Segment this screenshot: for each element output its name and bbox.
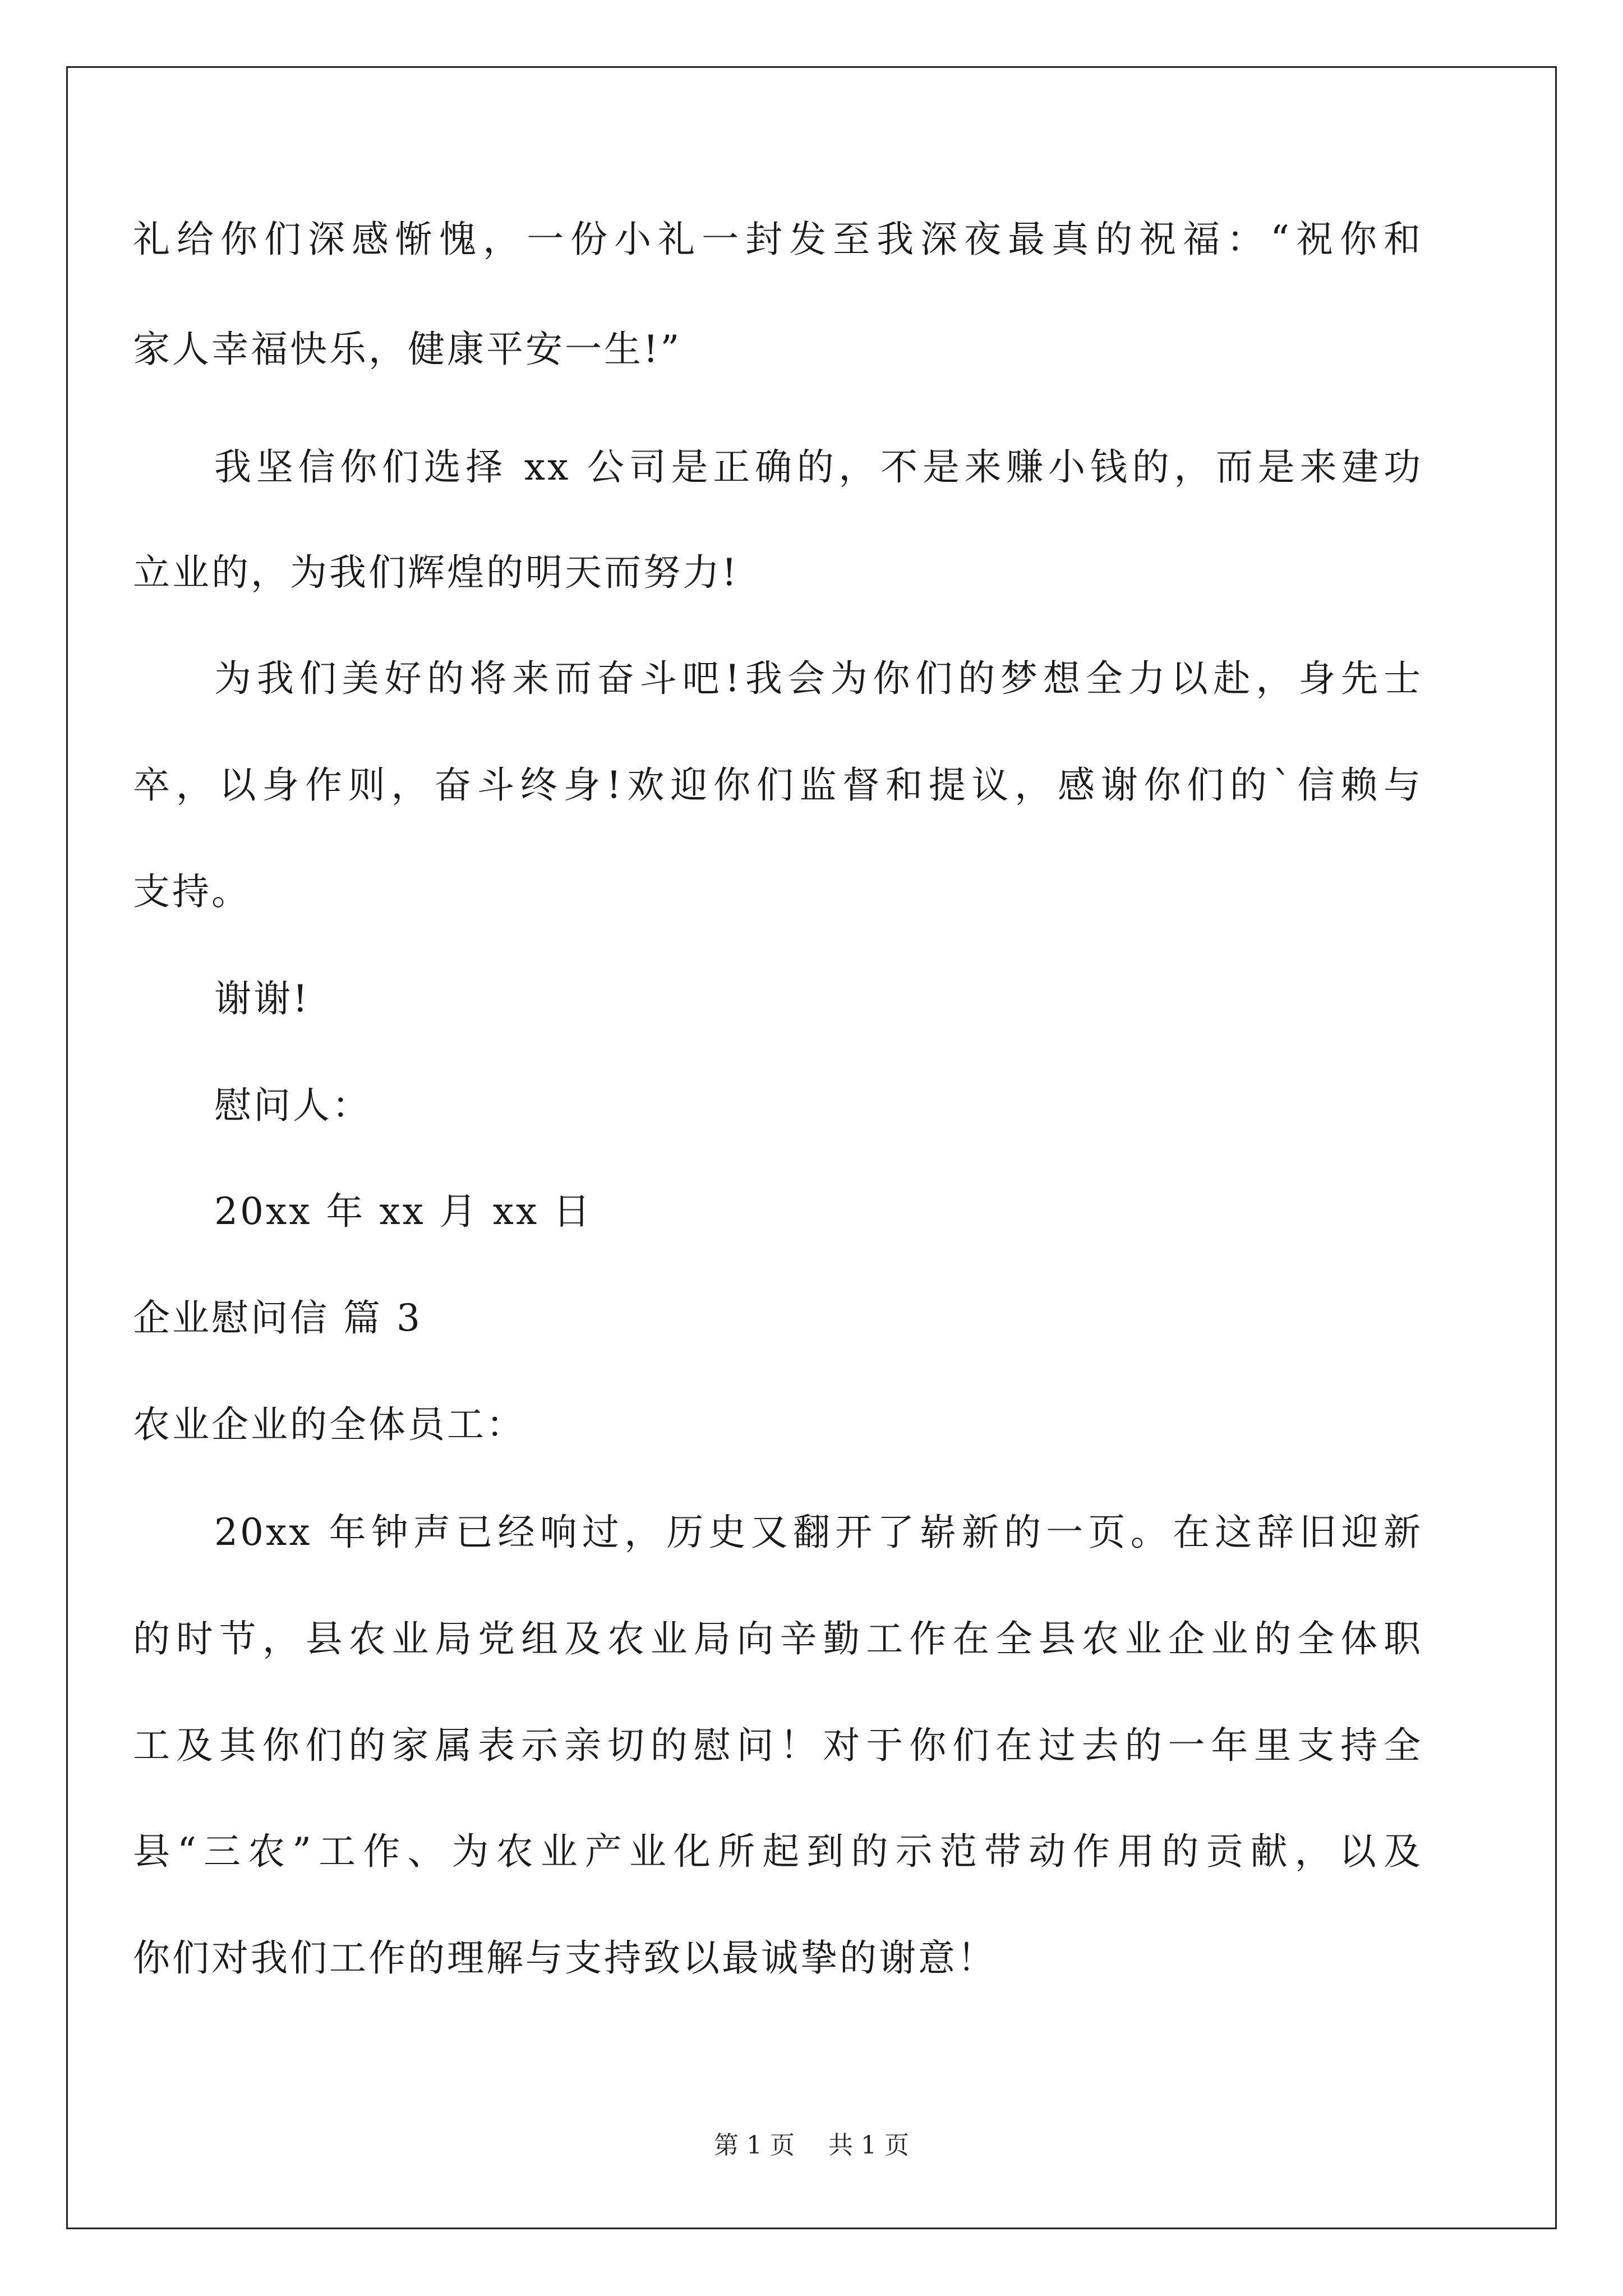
text-line: 慰问人： (214, 1084, 371, 1127)
section-heading: 企业慰问信 篇 3 (133, 1296, 422, 1340)
text-line: 你们对我们工作的理解与支持致以最诚挚的谢意！ (133, 1936, 997, 1980)
text-line: 我坚信你们选择 xx 公司是正确的，不是来赚小钱的，而是来建功 (214, 445, 1423, 489)
text-line: 立业的，为我们辉煌的明天而努力! (133, 551, 739, 594)
text-line: 礼给你们深感惭愧，一份小礼一封发至我深夜最真的祝福：“祝你和 (133, 218, 1423, 261)
text-line: 支持。 (133, 870, 251, 913)
page-footer (0, 2129, 1623, 2162)
text-line: 工及其你们的家属表示亲切的慰问！对于你们在过去的一年里支持全 (133, 1724, 1423, 1767)
text-line: 20xx 年钟声已经响过，历史又翻开了崭新的一页。在这辞旧迎新 (214, 1511, 1423, 1554)
text-line: 县“三农”工作、为农业产业化所起到的示范带动作用的贡献，以及 (133, 1830, 1423, 1873)
salutation: 农业企业的全体员工： (133, 1403, 525, 1446)
page-total: 共 1 页 (828, 2131, 909, 2160)
text-line: 家人幸福快乐，健康平安一生!” (133, 328, 682, 371)
page-border (66, 66, 1557, 2229)
text-line: 卒，以身作则，奋斗终身!欢迎你们监督和提议，感谢你们的`信赖与 (133, 763, 1423, 807)
text-line: 的时节，县农业局党组及农业局向辛勤工作在全县农业企业的全体职 (133, 1617, 1423, 1660)
text-line: 谢谢! (214, 977, 310, 1020)
page-number: 第 1 页 (714, 2131, 795, 2160)
text-line: 20xx 年 xx 月 xx 日 (214, 1190, 593, 1233)
text-line: 为我们美好的将来而奋斗吧!我会为你们的梦想全力以赴，身先士 (214, 657, 1423, 700)
